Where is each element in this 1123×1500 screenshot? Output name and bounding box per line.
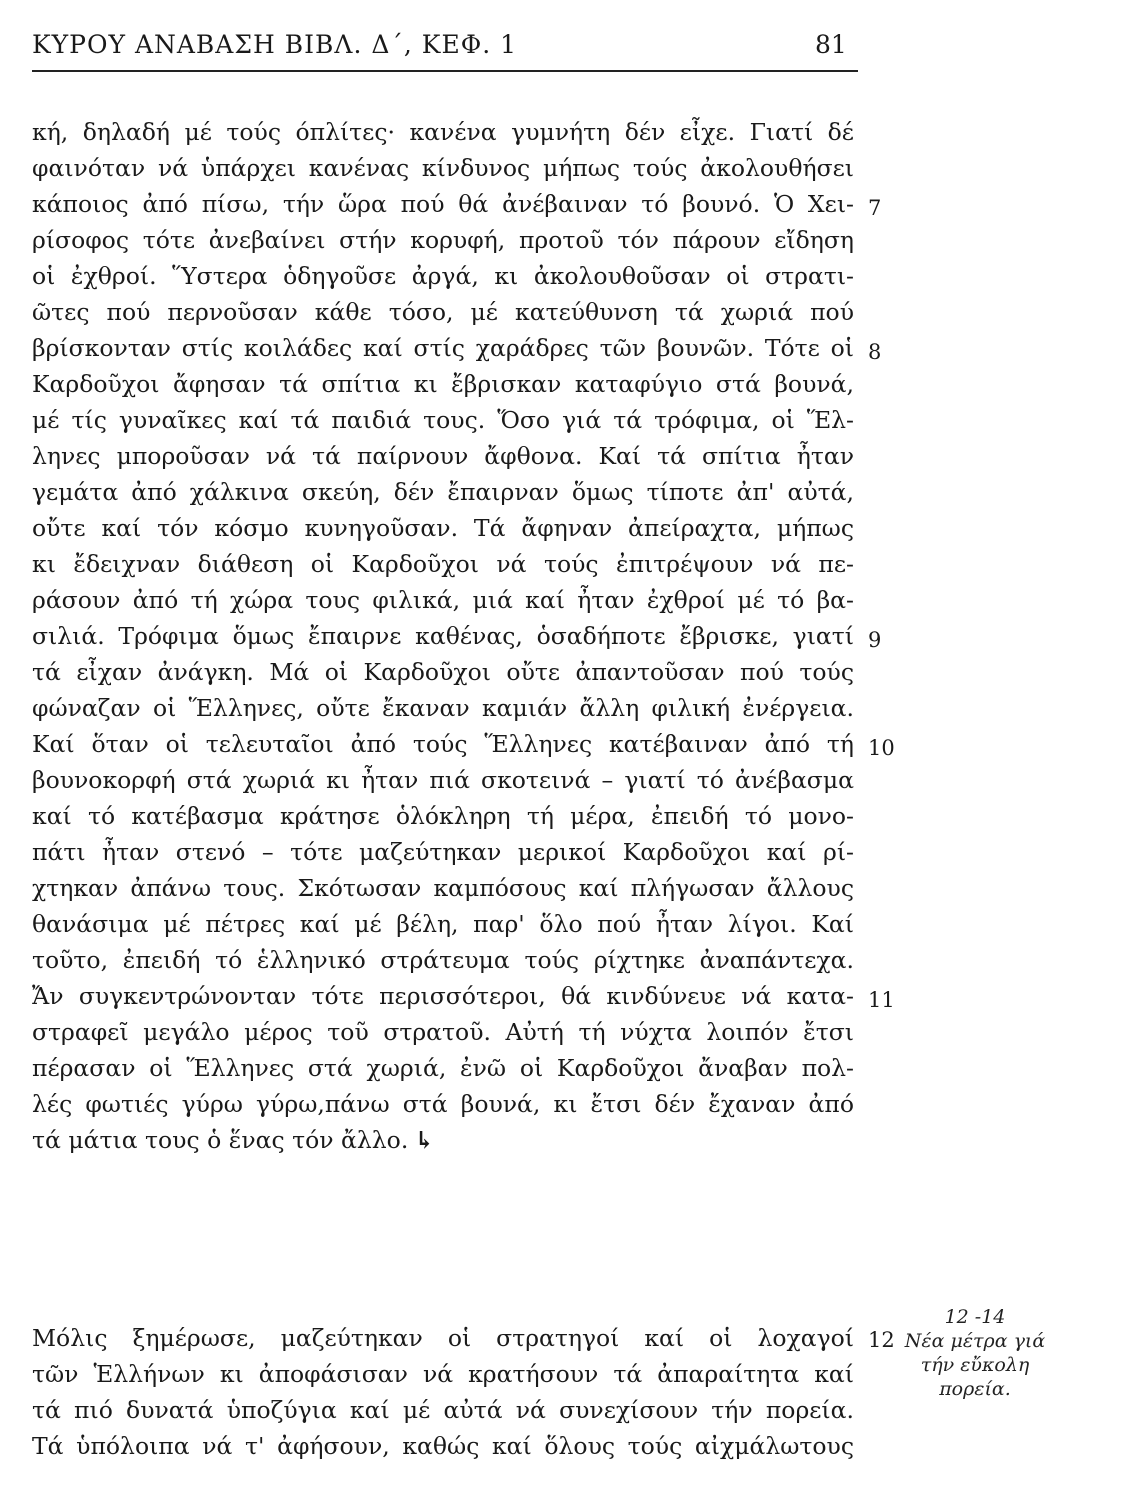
section-number: 12 [868, 1328, 895, 1352]
text-line: πέρασαν οἱ Ἕλληνες στά χωριά, ἐνῶ οἱ Καρδοῦχοι ἄναβαν πολ- [32, 1054, 854, 1082]
end-mark-icon: ↳ [414, 1126, 435, 1154]
text-line: γεμάτα ἀπό χάλκινα σκεύη, δέν ἔπαιρναν ὅμως τίποτε ἀπ' αὐτά, [32, 478, 854, 506]
text-line: λές φωτιές γύρω γύρω,πάνω στά βουνά, κι ἔτσι δέν ἔχαναν ἀπό [32, 1090, 854, 1118]
text-line: κάποιος ἀπό πίσω, τήν ὥρα πού θά ἀνέβαιναν τό βουνό. Ὁ Χει- [32, 190, 854, 218]
text-line: οὔτε καί τόν κόσμο κυνηγοῦσαν. Τά ἄφηναν ἀπείραχτα, μήπως [32, 514, 854, 542]
text-line: τοῦτο, ἐπειδή τό ἑλληνικό στράτευμα τούς ρίχτηκε ἀναπάντεχα. [32, 946, 854, 974]
margin-note-line: Νέα μέτρα γιά [904, 1330, 1046, 1352]
section-number: 8 [868, 340, 882, 364]
text-line: χτηκαν ἀπάνω τους. Σκότωσαν καμπόσους καί πλήγωσαν ἄλλους [32, 874, 854, 902]
text-line: στραφεῖ μεγάλο μέρος τοῦ στρατοῦ. Αὐτή τή νύχτα λοιπόν ἔτσι [32, 1018, 854, 1046]
margin-note-line: πορεία. [939, 1378, 1011, 1400]
header-rule [32, 70, 858, 72]
text-line: φώναζαν οἱ Ἕλληνες, οὔτε ἔκαναν καμιάν ἄλλη φιλική ἐνέργεια. [32, 694, 854, 722]
text-line: οἱ ἐχθροί. Ὕστερα ὁδηγοῦσε ἀργά, κι ἀκολουθοῦσαν οἱ στρατι- [32, 262, 854, 290]
text-line: μέ τίς γυναῖκες καί τά παιδιά τους. Ὅσο γιά τά τρόφιμα, οἱ Ἕλ- [32, 406, 854, 434]
text-line: καί τό κατέβασμα κράτησε ὁλόκληρη τή μέρα, ἐπειδή τό μονο- [32, 802, 854, 830]
section-number: 9 [868, 628, 882, 652]
page-number: 81 [815, 30, 847, 59]
text-line: Ἄν συγκεντρώνονταν τότε περισσότεροι, θά κινδύνευε νά κατα- [32, 982, 854, 1010]
text-line: Τά ὑπόλοιπα νά τ' ἀφήσουν, καθώς καί ὅλους τούς αἰχμάλωτους [32, 1432, 854, 1460]
text-line: φαινόταν νά ὑπάρχει κανένας κίνδυνος μήπως τούς ἀκολουθήσει [32, 154, 854, 182]
text-line: κι ἔδειχναν διάθεση οἱ Καρδοῦχοι νά τούς ἐπιτρέψουν νά πε- [32, 550, 854, 578]
text-line: ράσουν ἀπό τή χώρα τους φιλικά, μιά καί ἦταν ἐχθροί μέ τό βα- [32, 586, 854, 614]
text-line: Καί ὅταν οἱ τελευταῖοι ἀπό τούς Ἕλληνες κατέβαιναν ἀπό τή [32, 730, 854, 758]
text-line: τῶν Ἑλλήνων κι ἀποφάσισαν νά κρατήσουν τά ἀπαραίτητα καί [32, 1360, 854, 1388]
text-line: βρίσκονταν στίς κοιλάδες καί στίς χαράδρες τῶν βουνῶν. Τότε οἱ [32, 334, 854, 362]
text-line: τά εἶχαν ἀνάγκη. Μά οἱ Καρδοῦχοι οὔτε ἀπαντοῦσαν πού τούς [32, 658, 854, 686]
section-number: 7 [868, 196, 882, 220]
text-line: ῶτες πού περνοῦσαν κάθε τόσο, μέ κατεύθυνση τά χωριά πού [32, 298, 854, 326]
text-line-last [32, 1122, 854, 1158]
section-number: 11 [868, 988, 895, 1012]
text-line: Μόλις ξημέρωσε, μαζεύτηκαν οἱ στρατηγοί καί οἱ λοχαγοί [32, 1324, 854, 1352]
text-line: σιλιά. Τρόφιμα ὅμως ἔπαιρνε καθένας, ὁσαδήποτε ἔβρισκε, γιατί [32, 622, 854, 650]
running-header-title: ΚΥΡΟΥ ΑΝΑΒΑΣΗ ΒΙΒΛ. Δ΄, ΚΕΦ. 1 [32, 30, 518, 59]
text-line: ληνες μποροῦσαν νά τά παίρνουν ἄφθονα. Καί τά σπίτια ἦταν [32, 442, 854, 470]
text-line-content: τά μάτια τους ὁ ἕνας τόν ἄλλο. [32, 1126, 409, 1154]
text-line: τά πιό δυνατά ὑποζύγια καί μέ αὐτά νά συνεχίσουν τήν πορεία. [32, 1396, 854, 1424]
text-line: κή, δηλαδή μέ τούς όπλίτες· κανένα γυμνήτη δέν εἶχε. Γιατί δέ [32, 118, 854, 146]
margin-note [900, 1305, 1050, 1401]
margin-note-range: 12 -14 [944, 1306, 1006, 1328]
text-line: ρίσοφος τότε ἀνεβαίνει στήν κορυφή, προτοῦ τόν πάρουν εἴδηση [32, 226, 854, 254]
section-number: 10 [868, 736, 895, 760]
text-line: βουνοκορφή στά χωριά κι ἦταν πιά σκοτεινά – γιατί τό ἀνέβασμα [32, 766, 854, 794]
margin-note-line: τήν εὔκολη [920, 1354, 1030, 1376]
text-line: πάτι ἦταν στενό – τότε μαζεύτηκαν μερικοί Καρδοῦχοι καί ρί- [32, 838, 854, 866]
text-line: Καρδοῦχοι ἄφησαν τά σπίτια κι ἔβρισκαν καταφύγιο στά βουνά, [32, 370, 854, 398]
text-line: θανάσιμα μέ πέτρες καί μέ βέλη, παρ' ὅλο πού ἦταν λίγοι. Καί [32, 910, 854, 938]
